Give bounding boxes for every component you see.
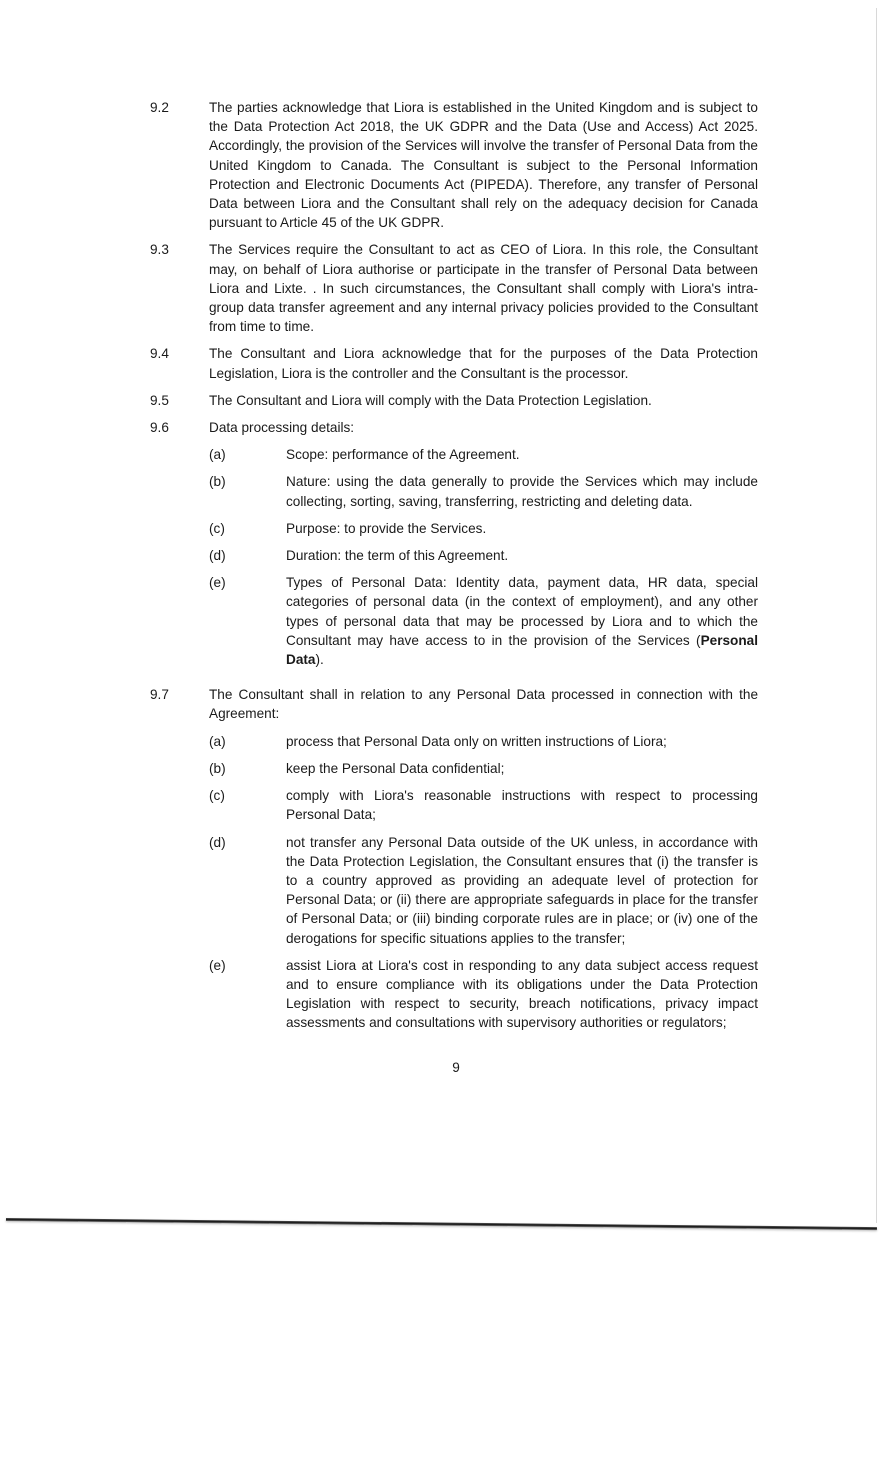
- sub-clause-text-tail: ).: [315, 652, 324, 668]
- page-number: 9: [452, 1060, 460, 1075]
- sub-clause: [209, 786, 758, 824]
- defined-term: Personal Data: [286, 632, 758, 668]
- sub-clause-text: Duration: the term of this Agreement.: [286, 548, 509, 564]
- sub-clause-text: not transfer any Personal Data outside of the UK unless, in accordance with the Data Protection Legislation, the Consultant ensures that (i) the transfer is to a country approved as providing an adequate level of protection for Personal Data; or (ii) there are appropriate safeguards in place for the transfer of Personal Data; or (iii) binding corporate rules are in place; or (iv) one of the derogations for specific situations applies to the transfer;: [286, 834, 758, 946]
- clause-text: Data processing details:: [209, 420, 355, 436]
- sub-clause-label: (e): [209, 575, 226, 591]
- sub-clause-text: assist Liora at Liora's cost in responding to any data subject access request and to ensure compliance with its obligations under the Data Protection Legislation with respect to security, breach notifications, privacy impact assessments and consultations with supervisory authorities or regulators;: [286, 957, 758, 1031]
- sub-clause-label: (a): [209, 733, 226, 749]
- sub-clause-label: (b): [209, 760, 226, 776]
- document-body: [150, 98, 758, 1049]
- sub-clause-text: Nature: using the data generally to provide the Services which may include collecting, sorting, saving, transferring, restricting and deleting data.: [286, 474, 758, 509]
- clause-number: 9.7: [150, 687, 169, 703]
- sub-clause-label: (b): [209, 474, 226, 490]
- clause-text: The Services require the Consultant to act as CEO of Liora. In this role, the Consultant may, on behalf of Liora authorise or participate in the transfer of Personal Data between Liora and Lixte. . In such circumstances, the Consultant shall comply with Liora's intra-group data transfer agreement and any internal privacy policies provided to the Consultant from time to time.: [209, 242, 758, 335]
- sub-clause-label: (d): [209, 548, 226, 564]
- clause-text: The parties acknowledge that Liora is established in the United Kingdom and is subject to the Data Protection Act 2018, the UK GDPR and the Data (Use and Access) Act 2025. Accordingly, the provision of the Services will involve the transfer of Personal Data from the United Kingdom to Canada. The Consultant is subject to the Personal Information Protection and Electronic Documents Act (PIPEDA). Therefore, any transfer of Personal Data between Liora and the Consultant shall rely on the adequacy decision for Canada pursuant to Article 45 of the UK GDPR.: [209, 100, 758, 231]
- sub-clause: [209, 445, 758, 464]
- sub-clause: [209, 472, 758, 510]
- clause-text: The Consultant and Liora acknowledge that for the purposes of the Data Protection Legislation, Liora is the controller and the Consultant is the processor.: [209, 346, 758, 381]
- sub-clause-text: [286, 573, 758, 669]
- sub-clause-text: process that Personal Data only on written instructions of Liora;: [286, 733, 667, 749]
- clause-number: 9.6: [150, 420, 169, 436]
- sub-clause-label: (c): [209, 788, 225, 804]
- clause-9-2: [150, 98, 758, 232]
- sub-clause-label: (a): [209, 447, 226, 463]
- sub-clause: [209, 759, 758, 778]
- clause-text: The Consultant shall in relation to any Personal Data processed in connection with the Agreement:: [209, 687, 758, 722]
- sub-clause-label: (e): [209, 957, 226, 973]
- sub-clause: [209, 956, 758, 1033]
- sub-clause: [209, 546, 758, 565]
- clause-9-3: [150, 240, 758, 336]
- clause-number: 9.3: [150, 242, 169, 258]
- clause-text: The Consultant and Liora will comply with the Data Protection Legislation.: [209, 392, 652, 408]
- sub-clause: [209, 519, 758, 538]
- sub-clause-list: [209, 732, 758, 1033]
- sub-clause-label: (c): [209, 520, 225, 536]
- clause-number: 9.5: [150, 392, 169, 408]
- clause-9-7: [150, 685, 758, 1040]
- sub-clause: [209, 833, 758, 948]
- sub-clause-text: Scope: performance of the Agreement.: [286, 447, 520, 463]
- sub-clause-label: (d): [209, 834, 226, 850]
- clause-9-4: [150, 344, 758, 382]
- clause-9-5: [150, 391, 758, 410]
- sub-clause-list: [209, 445, 758, 669]
- clause-number: 9.4: [150, 346, 169, 362]
- sub-clause-text: keep the Personal Data confidential;: [286, 760, 505, 776]
- clause-number: 9.2: [150, 100, 169, 115]
- sub-clause: [209, 732, 758, 751]
- sub-clause-text: comply with Liora's reasonable instructions with respect to processing Personal Data;: [286, 788, 758, 823]
- sub-clause-text-lead: Types of Personal Data: Identity data, payment data, HR data, special categories of personal data (in the context of employment), and any other types of personal data that may be processed by Liora and to which the Consultant may have access to in the provision of the Services (: [286, 575, 758, 648]
- sub-clause-text: Purpose: to provide the Services.: [286, 520, 487, 536]
- sub-clause: [209, 573, 758, 669]
- page-right-edge: [876, 8, 877, 1223]
- clause-9-6: [150, 418, 758, 677]
- page-bottom-edge: [6, 1218, 877, 1230]
